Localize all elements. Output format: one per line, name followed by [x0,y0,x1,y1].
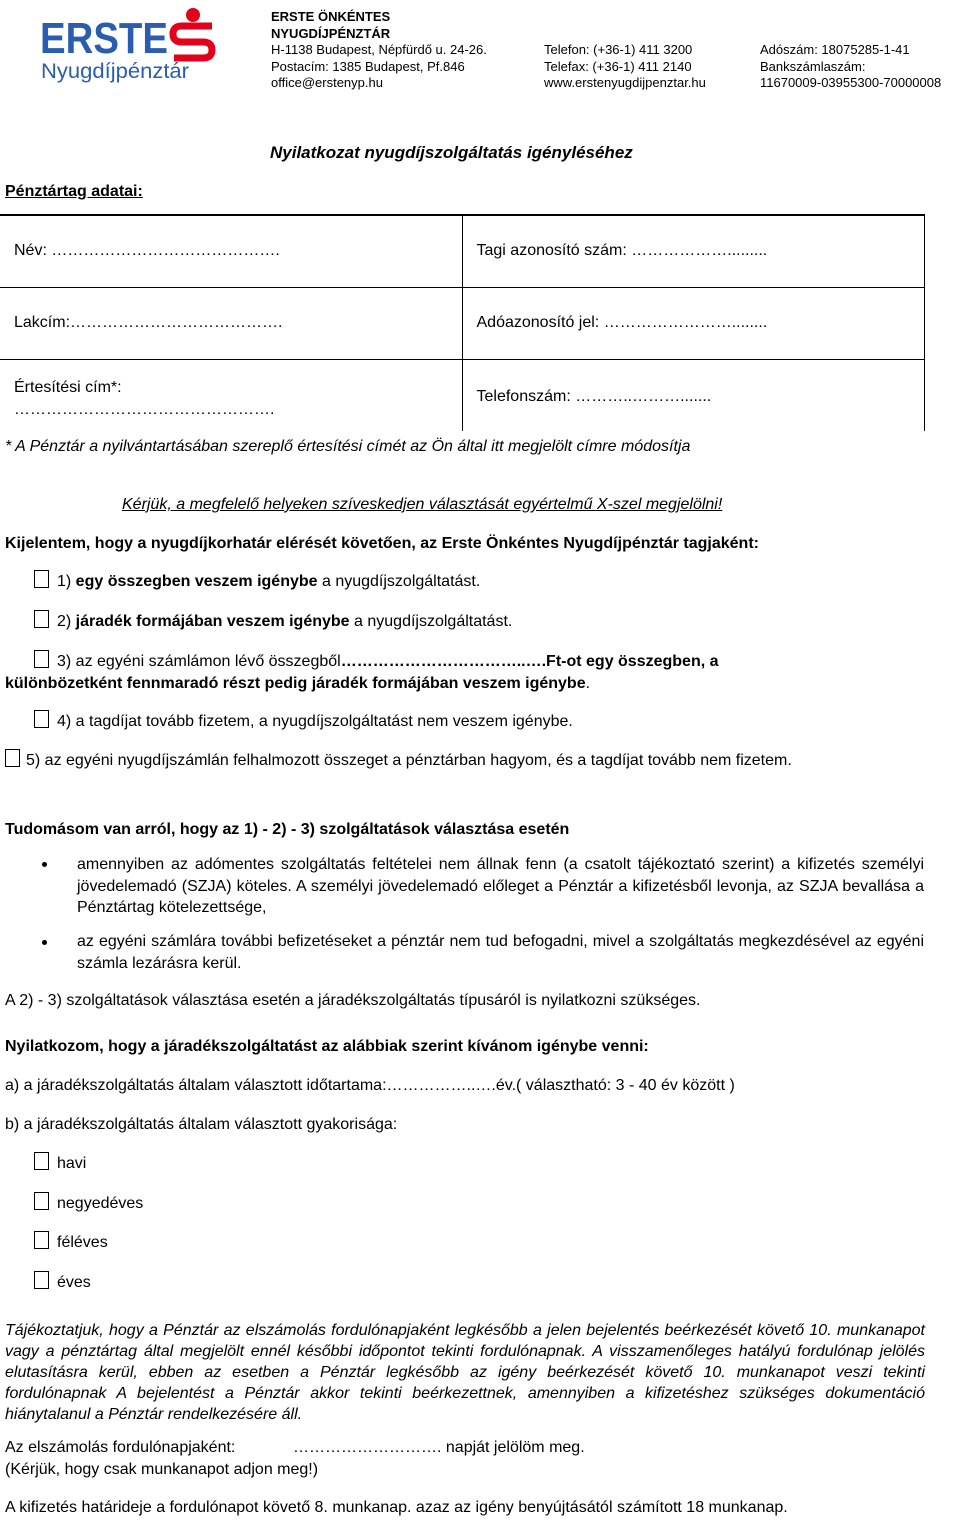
member-data-heading: Pénztártag adatai: [5,183,143,200]
option-1-bold: egy összegben veszem igénybe [75,573,318,590]
option-4 [34,710,573,732]
settlement-info: Tájékoztatjuk, hogy a Pénztár az elszámolás fordulónapjaként legkésőbb a jelen bejelentés beérkezését követő 10. munkanapot vagy a pénztártag által megjelölt ennél későbbi időpontot tekinti fordulónapnak. A visszamenőleges hatályú fordulónap jelölés elutasításra kerül, ebben az esetben a Pénztár legkésőbb az igény beérkezését követő 10. munkanapot veszi tekinti fordulónapnak A bejelentést a Pénztár akkor tekinti beérkezettnek, amennyiben a kifizetéshez szükséges dokumentáció hiánytalanul a Pénztár rendelkezésére áll. [5,1322,925,1423]
option-2-number: 2) [57,613,76,630]
bullet-dot-1 [42,862,47,867]
bullet-item-1: amennyiben az adómentes szolgáltatás feltételei nem állnak fenn (a csatolt tájékoztató szerint) a kifizetés személyi jövedelemadó (SZJA) köteles. A személyi jövedelemadó előleget a Pénztár a kifizetésből levonja, az SZJA bevallása a Pénztártag kötelezettsége, [77,856,924,916]
bullet-dot-2 [42,940,47,945]
settlement-date-hint: (Kérjük, hogy csak munkanapot adjon meg!) [5,1461,319,1478]
payment-deadline: A kifizetés határideje a fordulónapot követő 8. munkanap. azaz az igény benyújtásától számított 18 munkanap. [5,1499,788,1516]
address-footnote: * A Pénztár a nyilvántartásában szereplő értesítési címét az Ön által itt megjelölt címre módosítja [5,438,691,455]
org-address: H-1138 Budapest, Népfürdő u. 24-26. [271,42,487,57]
org-fax: Telefax: (+36-1) 411 2140 [544,58,692,74]
settlement-date-field[interactable]: ………………………. napját jelölöm meg. [293,1439,585,1456]
frequency-semiannual-checkbox[interactable] [34,1231,49,1249]
logo-subtitle: Nyugdíjpénztár [41,60,190,83]
org-web: www.erstenyugdijpenztar.hu [544,75,706,90]
org-name [271,9,390,42]
declaration-text: Kijelentem, hogy a nyugdíjkorhatár elérését követően, az Erste Önkéntes Nyugdíjpénztár tagjaként: [5,535,759,552]
notification-address-field[interactable] [0,359,462,431]
name-field[interactable]: Név: ……………………………………. [0,215,462,287]
org-name-line1: ERSTE ÖNKÉNTES [271,9,391,24]
option-2 [34,610,512,632]
option-2-bold: járadék formájában veszem igénybe [75,613,350,630]
frequency-semiannual [34,1231,108,1253]
option-5 [5,748,925,773]
option-3 [34,650,719,672]
frequency-monthly-checkbox[interactable] [34,1152,49,1170]
logo-wordmark: ERSTE [40,14,168,63]
org-name-line2: NYUGDÍJPÉNZTÁR [271,25,391,41]
org-email: office@erstenyp.hu [271,75,383,90]
notification-address-dots: …………………………………………. [14,400,275,418]
org-bank-label: Bankszámlaszám: [760,58,866,74]
org-contact-middle [544,42,706,92]
option-3-checkbox[interactable] [34,650,49,668]
option-3-text: 3) az egyéni számlámon lévő összegből [57,653,341,670]
option-3-line2-text: különbözetként fennmaradó részt pedig járadék formájában veszem igénybe [5,675,586,692]
notification-address-label: Értesítési cím*: [14,378,122,396]
org-phone: Telefon: (+36-1) 411 3200 [544,42,693,57]
frequency-quarterly-label: negyedéves [57,1195,144,1212]
frequency-quarterly [34,1192,143,1214]
member-id-field[interactable]: Tagi azonosító szám: ………………......... [462,215,924,287]
option-5-text: 5) az egyéni nyugdíjszámlán felhalmozott összeget a pénztárban hagyom, és a tagdíjat tovább nem fizetem. [26,752,792,769]
annuity-note: A 2) - 3) szolgáltatások választása esetén a járadékszolgáltatás típusáról is nyilatkozni szükséges. [5,992,701,1009]
option-3-end: . [585,675,591,692]
bullet-item-2: az egyéni számlára további befizetéseket a pénztár nem tud befogadni, mivel a szolgáltatás megkezdésével az egyéni számla lezárásra kerül. [77,933,924,972]
org-postal: Postacím: 1385 Budapest, Pf.846 [271,58,465,74]
org-contact-right [760,42,941,92]
frequency-monthly [34,1152,86,1174]
document-title: Nyilatkozat nyugdíjszolgáltatás igényléséhez [270,143,633,162]
awareness-heading: Tudomásom van arról, hogy az 1) - 2) - 3) szolgáltatások választása esetén [5,821,570,838]
org-contact-left [271,42,487,92]
option-3-line2 [5,674,590,694]
annuity-duration-field[interactable]: a) a járadékszolgáltatás általam választott időtartama:……………..….év.( választható: 3 - 40 év között ) [5,1077,735,1094]
org-bank-account: 11670009-03955300-70000008 [760,75,942,90]
option-3-amount-field[interactable]: ……………………………..….Ft-ot egy összegben, a [340,653,719,670]
frequency-semiannual-label: féléves [57,1234,108,1251]
tax-id-field[interactable]: Adóazonosító jel: ……………………........ [462,287,924,359]
option-4-checkbox[interactable] [34,710,49,728]
settlement-date-label: Az elszámolás fordulónapjaként: [5,1439,236,1456]
frequency-monthly-label: havi [57,1155,87,1172]
annuity-frequency-label: b) a járadékszolgáltatás általam választott gyakorisága: [5,1116,398,1133]
frequency-quarterly-checkbox[interactable] [34,1192,49,1210]
frequency-annual-label: éves [57,1274,91,1291]
annuity-heading: Nyilatkozom, hogy a járadékszolgáltatást az alábbiak szerint kívánom igénybe venni: [5,1038,649,1055]
option-5-checkbox[interactable] [5,749,20,767]
option-1 [34,570,480,592]
option-1-number: 1) [57,573,76,590]
address-field[interactable]: Lakcím:…………………………………. [0,287,462,359]
marking-instruction: Kérjük, a megfelelő helyeken szíveskedjen választását egyértelmű X-szel megjelölni! [122,496,723,513]
option-1-checkbox[interactable] [34,570,49,588]
erste-logo [40,6,220,86]
member-data-form [0,214,925,431]
option-2-rest: a nyugdíjszolgáltatást. [349,613,513,630]
option-4-text: 4) a tagdíjat tovább fizetem, a nyugdíjszolgáltatást nem veszem igénybe. [57,713,573,730]
option-1-rest: a nyugdíjszolgáltatást. [317,573,481,590]
phone-field[interactable]: Telefonszám: ………..………....... [462,359,924,431]
frequency-annual [34,1271,91,1293]
org-tax-number: Adószám: 18075285-1-41 [760,42,910,57]
erste-logo-graphic [40,6,220,86]
option-2-checkbox[interactable] [34,610,49,628]
frequency-annual-checkbox[interactable] [34,1271,49,1289]
